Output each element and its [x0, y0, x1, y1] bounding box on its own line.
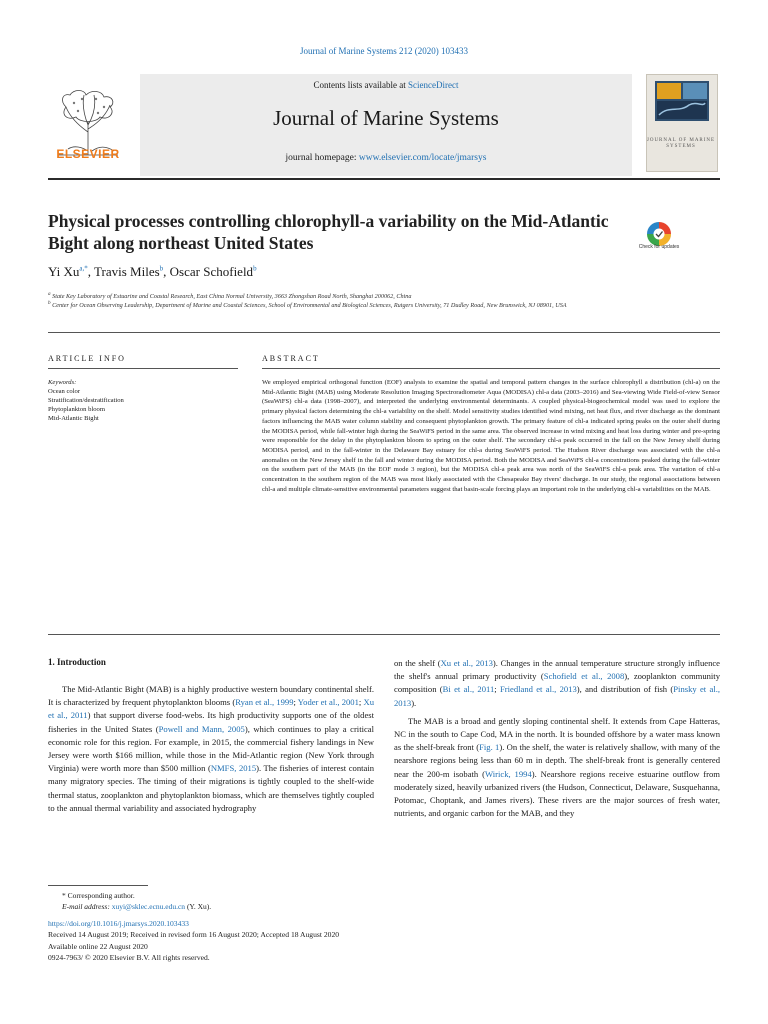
citation-link[interactable]: Xu et al., 2013 [440, 658, 493, 668]
author-block-rule [48, 332, 720, 333]
citation-link[interactable]: NMFS, 2015 [210, 763, 257, 774]
publisher-logo-text: ELSEVIER [56, 147, 120, 161]
email-note [62, 901, 448, 912]
body-text: ). Nearshore regions receive estuarine outflow from moderately sized, heavily urbanized rivers (the Hudson, Connecticut, Delaware, Susquehanna, Potomac, Choptank, and James rivers). These rivers are the major sources of fresh water, nutrients, and organic carbon for the MAB, and they [394, 768, 720, 819]
body-text: The Mid-Atlantic Bight (MAB) is a highly productive western boundary continental shelf. It is characterized by frequent phytoplankton blooms ( [48, 684, 374, 708]
citation-link[interactable]: Powell and Mann, 2005 [158, 723, 245, 734]
affiliation [48, 299, 648, 310]
author-affiliation-sup[interactable]: a,* [79, 264, 88, 273]
keyword: Phytoplankton bloom [48, 406, 105, 413]
corresponding-author-text: Corresponding author. [67, 891, 135, 900]
article-info-rule [48, 368, 238, 369]
body-text: ). Changes in the annual temperature structure strongly influence the shelf's annual primary productivity ( [394, 658, 721, 682]
author-name[interactable]: Oscar Schofield [169, 264, 254, 279]
affiliation-sup: a [48, 291, 51, 297]
check-for-updates-icon[interactable] [640, 212, 678, 260]
citation-link[interactable]: Yoder et al., 2001 [297, 697, 359, 708]
keywords-block [48, 378, 238, 423]
body-text: ), zooplankton community composition ( [394, 671, 720, 695]
abstract-text: We employed empirical orthogonal function (EOF) analysis to examine the spatial and temporal pattern changes in the surface chlorophyll a distribution (chl-a) on the Mid-Atlantic Bight (MAB) using Moderate Resolution Imaging Spectroradiometer Aqua (MODISA) chl-a data (2003–2016) and Sea-viewing Wide Field-of-view Sensor (SeaWiFS) chl-a data (1998–2007), and interpreted the underlying environmental determinants. A coupled physical-biogeochemical model was used to explore the primary physical factors determining the chl-a variability on the shelf. Model sensitivity studies identified wind mixing, net heat flux, and river discharge as the dominant factors influencing the MAB water column stability and consequent phytoplankton growth. The primary feature of chl-a indicated spring peaks on the outer shelf during the MODISA period, while fall-winter high during the SeaWiFS period in the same area. The observed increase in wind mixing and heat loss during winter and pre-spring were responsible for the delay in the phytoplankton bloom to spring on the outer shelf. The secondary chl-a peak occurred in the fall on the New Jersey shelf during MODISA period, and in the fall-winter in the Delaware Bay estuary for chl-a during SeaWiFS period. The Hudson River discharge was associated with the chl-a anomalies on the New Jersey shelf in the fall and winter during the MODISA period. Both the MODISA and SeaWiFS chl-a concentrations peaked during the fall-winter on the southern part of the MAB (in the EOF mode 3 region), but the MODISA chl-a peak area was north of the SeaWiFS chl-a peak area. The variation of chl-a concentration in the southern region of the MAB was most likely associated with the Chesapeake Bay rivers' discharge. In our study, the regional associations between chl-a and multiple climate-sensitive environmental parameters suggest that basin-scale forcing plays an important role in the underlying chl-a variabilities on the MAB. [262, 379, 720, 493]
affiliation-text: State Key Laboratory of Estuarine and Coastal Research, East China Normal University, 3663 Zhongshan Road North, Shanghai 200062, China [52, 293, 412, 301]
check-for-updates-label[interactable]: Check for updates [638, 244, 680, 250]
abstract-heading: ABSTRACT [262, 354, 320, 363]
author-name[interactable]: Yi Xu [48, 264, 80, 279]
email-label: E-mail address: [62, 902, 110, 911]
body-text: ). On the shelf, the water is relatively shallow, with many of the nearshore regions being less than 60 m in depth. The shelf-break front is generally centered near the 200-m isobath ( [394, 742, 720, 779]
intro-paragraph [48, 683, 374, 815]
body-column-left [48, 683, 374, 815]
footnotes [48, 890, 448, 912]
footnote-rule [48, 885, 148, 886]
keywords-label: Keywords: [48, 379, 77, 386]
body-text: on the shelf ( [394, 658, 441, 668]
body-text: The MAB is a broad and gently sloping continental shelf. It extends from Cape Hatteras, NC in the south to Cape Cod, MA in the north. It is bounded offshore by a water mass known as the shelf-break front ( [394, 715, 720, 753]
available-online: Available online 22 August 2020 [48, 941, 148, 951]
homepage-prefix: journal homepage: [285, 153, 359, 163]
author-name[interactable]: Travis Miles [94, 264, 160, 279]
journal-title: Journal of Marine Systems [273, 106, 499, 130]
contents-prefix: Contents lists available at [313, 80, 408, 90]
intro-paragraph [394, 715, 720, 821]
homepage-link[interactable]: www.elsevier.com/locate/jmarsys [358, 153, 487, 163]
body-text: ; [358, 697, 364, 708]
citation-link[interactable]: Wirick, 1994 [485, 768, 532, 779]
article-info-heading: ARTICLE INFO [48, 354, 126, 363]
keyword: Mid-Atlantic Bight [48, 415, 99, 422]
keyword: Stratification/destratification [48, 397, 124, 404]
sciencedirect-link[interactable]: ScienceDirect [408, 80, 459, 90]
received-dates: Received 14 August 2019; Received in revised form 16 August 2020; Accepted 18 August 2020 [48, 930, 340, 940]
body-text: ) that support diverse food-webs. Its high productivity supports one of the oldest fisheries in the United States ( [48, 710, 374, 734]
intro-paragraph [394, 657, 720, 710]
front-matter-bottom-rule [48, 634, 720, 635]
body-text: ), and distribution of fish ( [576, 684, 674, 695]
email-suffix: (Y. Xu). [185, 902, 212, 911]
body-text: ; [494, 684, 500, 695]
article-title: Physical processes controlling chlorophyll-a variability on the Mid-Atlantic Bight along northeast United States [48, 211, 609, 253]
author-affiliation-sup[interactable]: b [253, 264, 257, 273]
author-affiliation-sup[interactable]: b [159, 264, 164, 273]
publication-info [48, 918, 548, 964]
citation-link[interactable]: Xu et al., 2011 [48, 697, 375, 721]
citation-link[interactable]: Schofield et al., 2008 [543, 671, 625, 682]
journal-homepage [140, 153, 632, 163]
doi-link[interactable]: https://doi.org/10.1016/j.jmarsys.2020.103433 [48, 919, 189, 928]
body-text: ; [293, 697, 298, 708]
contents-line [140, 80, 632, 90]
keyword: Ocean color [48, 388, 81, 395]
citation-link[interactable]: Fig. 1 [479, 742, 500, 753]
body-text: ). The fisheries of interest contain many migratory species. The timing of their migrations is tightly coupled to the shelf-wide thermal status, zooplankton and phytoplankton biomass, which are themselves tightly coupled to the annual thermal variability and associated hydrography [48, 763, 375, 813]
corresponding-author-note: * Corresponding author. [62, 891, 135, 900]
journal-cover-art-icon [647, 75, 717, 135]
journal-cover-thumbnail[interactable] [646, 74, 718, 172]
affiliation-sup: b [48, 300, 51, 306]
affiliation-text: Center for Ocean Observing Leadership, Department of Marine and Coastal Sciences, School of Environmental and Biological Sciences, Rutgers University, 71 Dudley Road, New Brunswick, NJ 08901, USA [52, 302, 567, 310]
citation-link[interactable]: Bi et al., 2011 [442, 684, 495, 695]
section-heading-introduction: 1. Introduction [48, 657, 106, 667]
copyright: 0924-7963/ © 2020 Elsevier B.V. All rights reserved. [48, 953, 210, 963]
citation-link[interactable]: Friedland et al., 2013 [500, 684, 577, 695]
journal-reference[interactable]: Journal of Marine Systems 212 (2020) 103433 [300, 46, 468, 56]
citation-link[interactable]: Ryan et al., 1999 [235, 697, 294, 708]
body-text: ), which continues to play a critical economic role for this region. For example, in 2015, the commercial fishery landings in New Jersey were worth $166 million, while those in the Mid-Atlantic region (New York through Virginia) were worth more than $500 million ( [48, 723, 374, 774]
abstract-rule [262, 368, 720, 369]
body-column-right [394, 657, 720, 820]
header-bottom-rule [48, 178, 720, 180]
author-list: Yi $Xu^{a,*}$, Travis Miles$^b$, Oscar Schofield$^b$ [48, 264, 257, 279]
author-email-link[interactable]: xuyi@sklec.ecnu.edu.cn [111, 902, 186, 911]
journal-cover-title: JOURNAL OF MARINE SYSTEMS [646, 138, 716, 149]
citation-link[interactable]: Pinsky et al., 2013 [394, 684, 721, 708]
body-text: ). [411, 697, 417, 708]
